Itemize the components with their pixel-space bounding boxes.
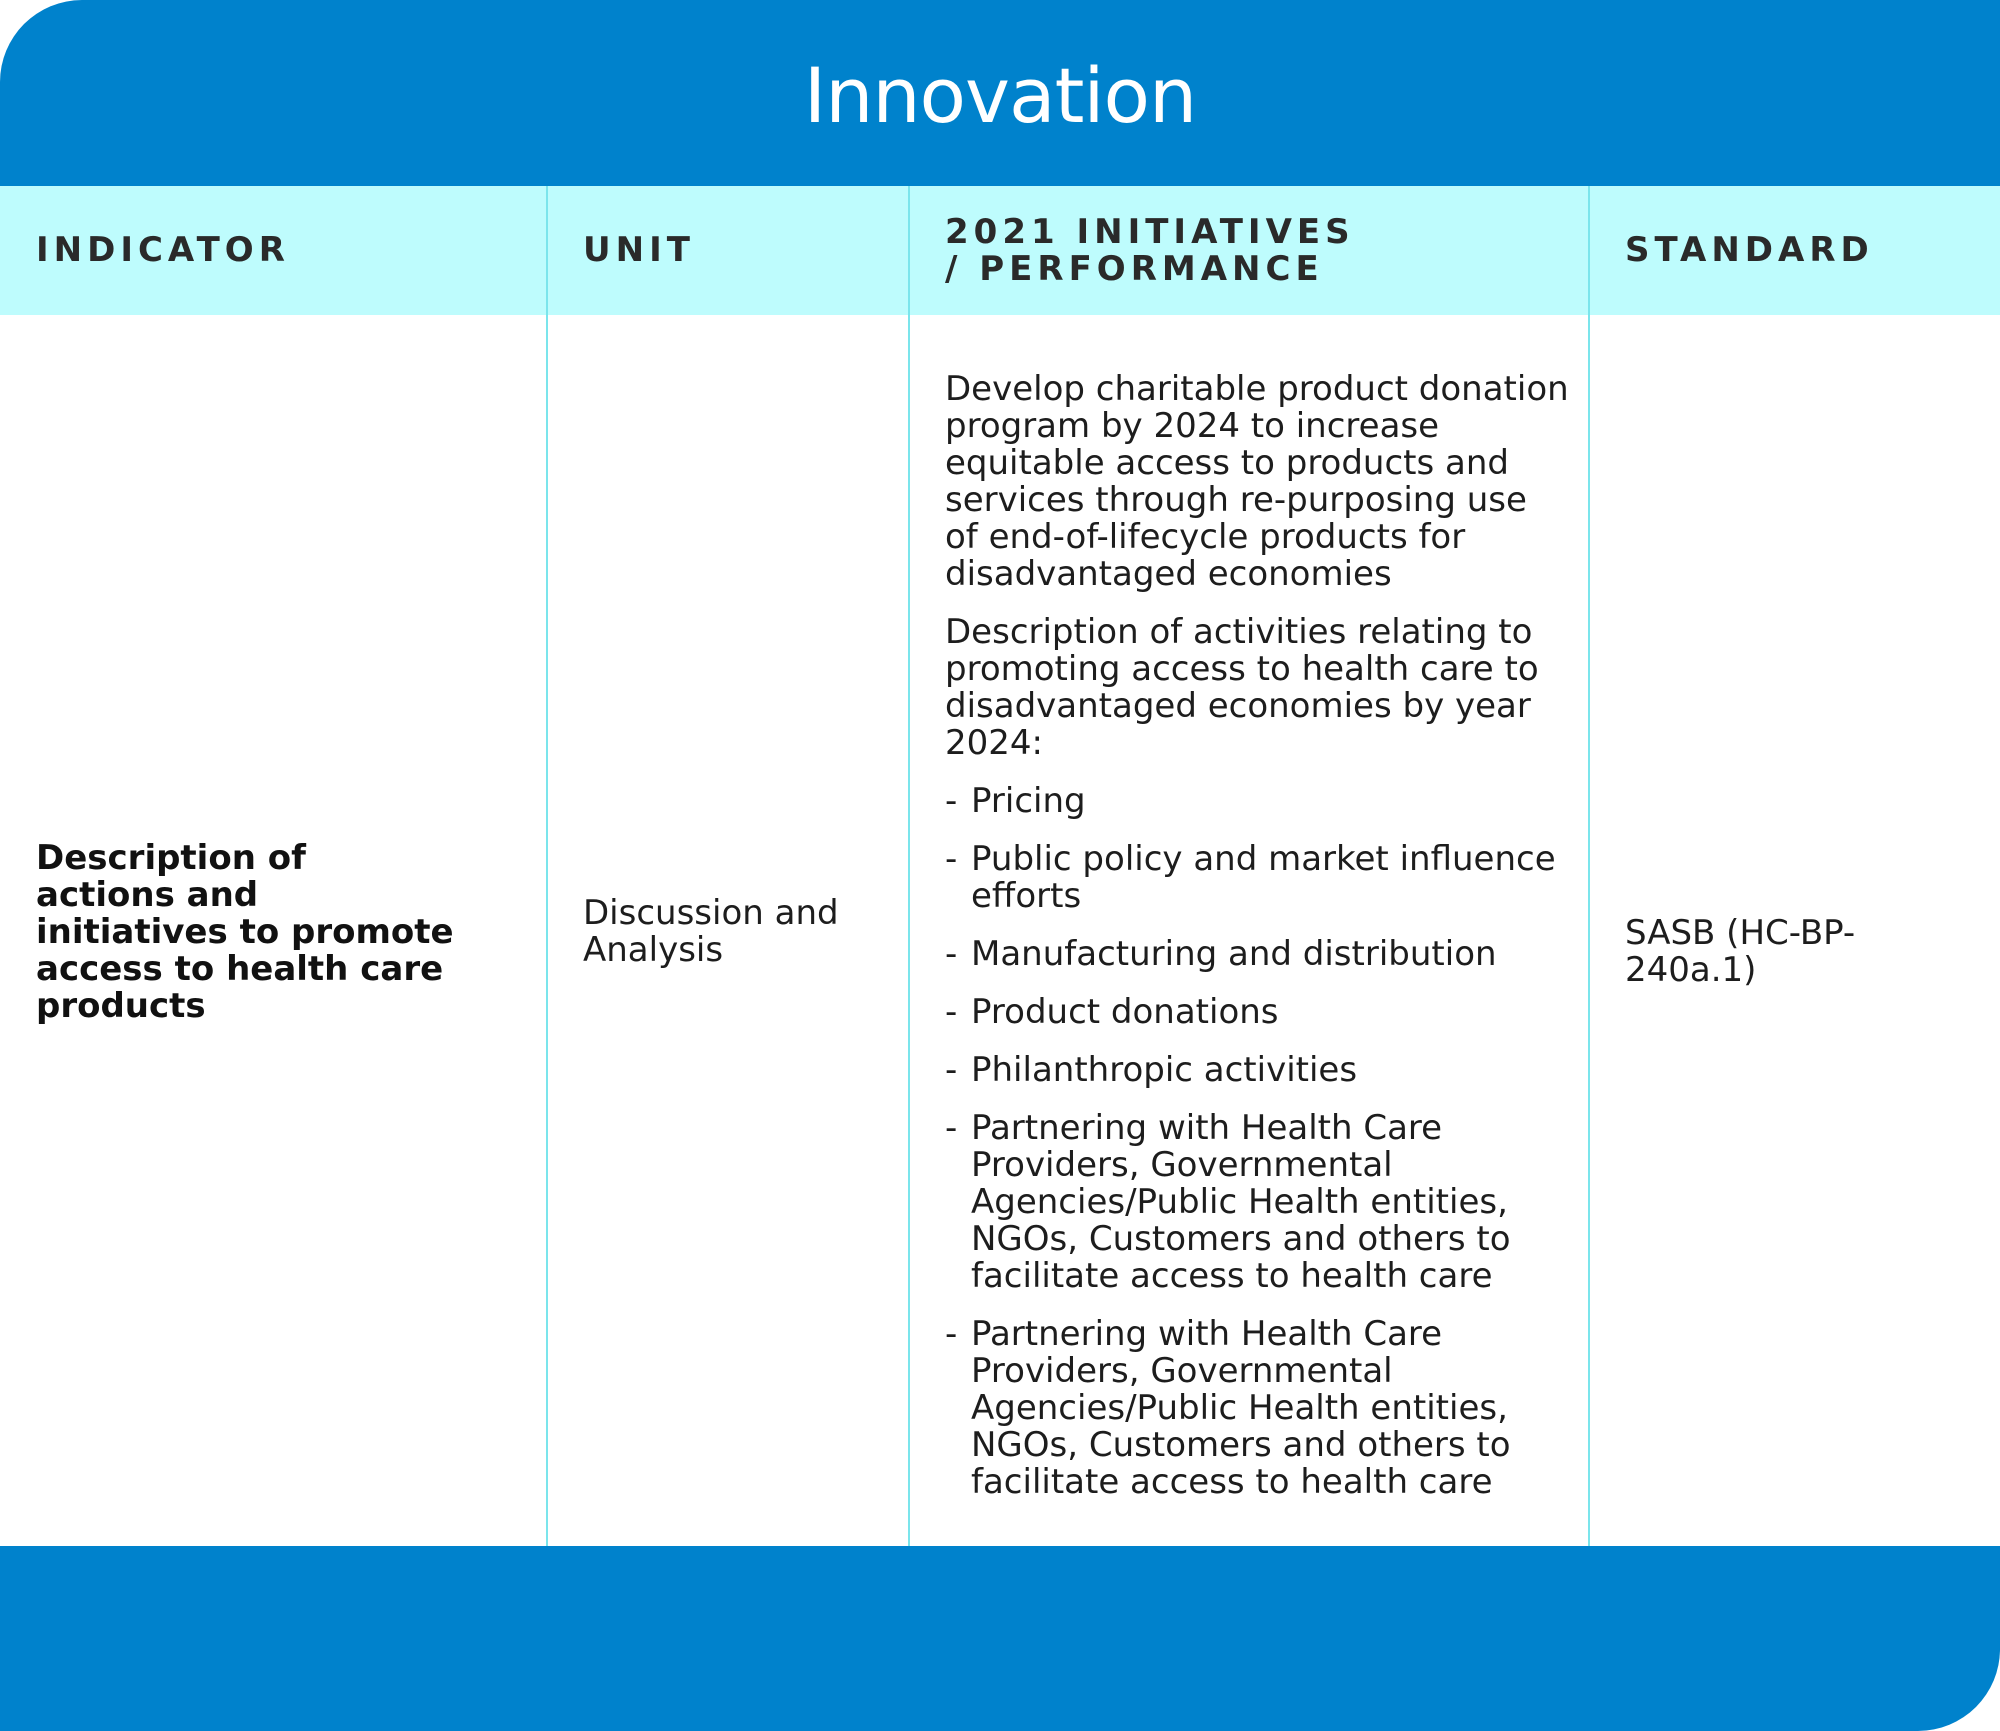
column-divider (1588, 186, 1590, 1546)
header-unit: UNIT (583, 230, 695, 270)
list-item (945, 994, 1570, 1031)
list-item-text: Partnering with Health Care Providers, Governmental Agencies/Public Health entities, NGOs, Customers and others to facilitate access to health care (971, 1314, 1511, 1502)
list-item-text: Product donations (971, 992, 1279, 1032)
column-divider (908, 186, 910, 1546)
list-item (945, 1316, 1570, 1501)
column-divider (546, 186, 548, 1546)
list-item (945, 841, 1570, 915)
header-performance: 2021 INITIATIVES / PERFORMANCE (945, 212, 1355, 289)
header-standard: STANDARD (1625, 230, 1874, 270)
performance-paragraph: Description of activities relating to promoting access to health care to disadvantaged economies by year 2024: (945, 612, 1539, 763)
performance-paragraph: Develop charitable product donation program by 2024 to increase equitable access to products and services through re-purposing use of end-of-lifecycle products for disadvantaged economies (945, 369, 1569, 594)
page-title: Innovation (803, 51, 1197, 140)
list-item-text: Philanthropic activities (971, 1050, 1358, 1090)
list-item-text: Pricing (971, 781, 1086, 821)
performance-cell (945, 371, 1570, 1522)
list-dash: - (945, 1108, 958, 1148)
indicator-cell: Description of actions and initiatives to promote access to health care products (36, 838, 454, 1026)
standard-cell: SASB (HC-BP-240a.1) (1625, 913, 1856, 990)
list-item-text: Manufacturing and distribution (971, 934, 1497, 974)
list-dash: - (945, 1314, 958, 1354)
list-item-text: Partnering with Health Care Providers, Governmental Agencies/Public Health entities, NGOs, Customers and others to facilitate access to health care (971, 1108, 1511, 1296)
list-dash: - (945, 992, 958, 1032)
footer-band (0, 1546, 2000, 1731)
list-dash: - (945, 781, 958, 821)
list-dash: - (945, 934, 958, 974)
list-item-text: Public policy and market influence efforts (971, 839, 1556, 916)
activity-list (945, 783, 1570, 1501)
list-dash: - (945, 839, 958, 879)
unit-cell: Discussion and Analysis (583, 893, 839, 970)
header-indicator: INDICATOR (36, 230, 290, 270)
list-item (945, 1110, 1570, 1295)
list-item (945, 783, 1570, 820)
list-item (945, 936, 1570, 973)
list-dash: - (945, 1050, 958, 1090)
list-item (945, 1052, 1570, 1089)
